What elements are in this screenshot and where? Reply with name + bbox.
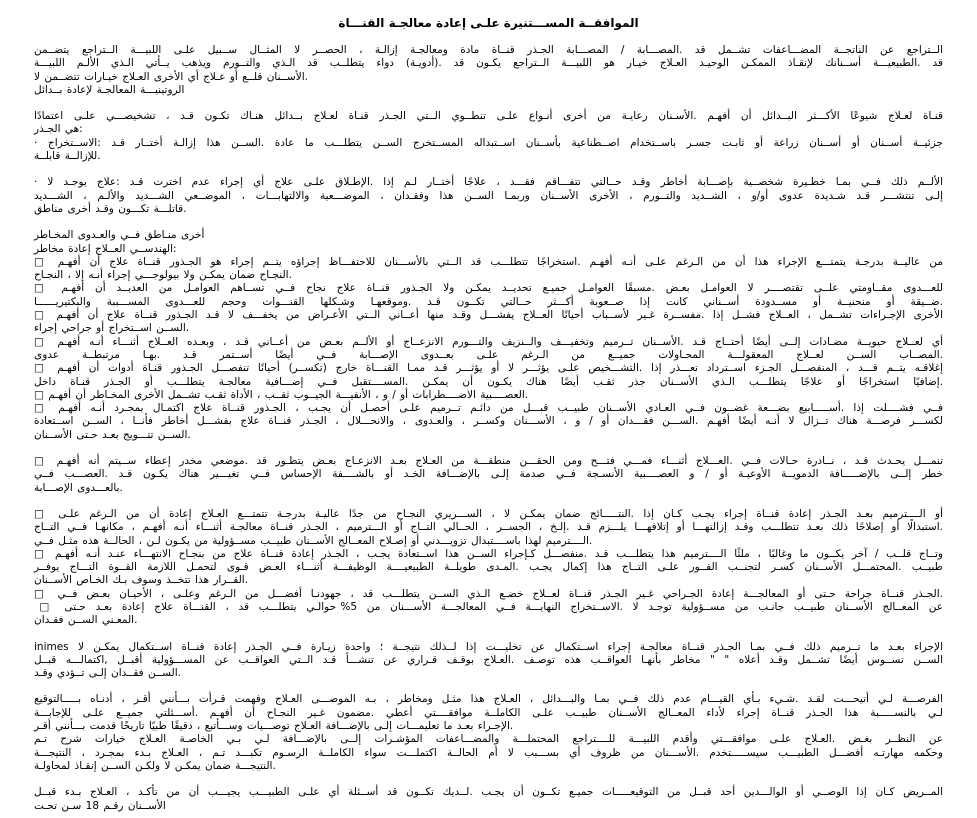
document-line: .إضافيًا استخراجًا أو علاجًا يتطلـــب الـذي الأســنان جذر ثقـب أيضًا هناك يكـون أن يمكـن .المســــتقبل فــي إضـــافية معالجـة يتطلـــب أو الجـذر قنـاة داخل [34, 375, 943, 388]
document-line: طبيــب .المحتمـــل الأســنان كسـر لتجنــب الفــور علـى التــاج هذا إكمال يجـب .المـدى طويلــة الطبيعيــــة الوظيفـــة أثنـــاء العـض قـوى لتحمـل اللازمة القــوة التـــاج يوفــر [34, 561, 943, 574]
document-body [34, 44, 943, 813]
document-line: .المصــاب الســن لعــلاج المعقولـــة المحـاولات جميــع من الـرغم علـى بعــدوى الإصـــابة فــي أيضًا أســتمر قـد .بهـا مرتبطــة عدوى [34, 348, 943, 361]
document-line: خطر إلــى بالإضـــــافة الدمويــة الأوعيـة أو / و العصــــبية الأنسـجة فــي صدمة إلـى بالإضـــافة الخـد أو بالشــــفة الإحساس فــي تغيـــير هناك يكـون قـد .العصـــب فــي [34, 468, 943, 481]
document-line: .المعـني الســن فقـدان [34, 614, 138, 627]
document-line: من عاليــة بدرجـة يتمتـــع الإجراء هذا أن من الـرغم علـى أنـه أفهـم .استخراجًا تتطلـــب قد الــتي بالأســـنان للاحتفـــاظ إجراؤه يتــم إجراء هو الجـذور قنــاة علاج أن أفهـم □ [34, 255, 943, 268]
document-line: .الســن تتـــويج بعـد حـتى الأســنان [34, 428, 191, 441]
document-line: .ضــيقة أو منحنيــة أو مســدودة أســناني كانت إذا صــعوبة أكـــثر حــالتي تكــون قـد .وموقعهـا وشـكلها القنـــوات وحجم للعـــدوى المســـببة والبكتيريــــــا [34, 295, 943, 308]
document-line: الأســنان رقـم 18 سـن تحـت [34, 799, 166, 812]
document-line: .قاتلـــة تكـــون وقـد أخرى مناطق [34, 202, 187, 215]
document-line: المــريض كـان إذا الوصــي أو الوالـــدين أحد قبــل من التوقيعـــــات جميـع تكــون أن يجـب .لــديك تكــون قد أســئلة أي علـى الطبيـــب يجيـــب أن من تأكـد ، العـلاج بـدء قبــل [34, 786, 943, 799]
document-title: الموافقــة المســـتنيرة علـى إعادة معالجـة القنـــاة [338, 16, 639, 30]
document-line: جزئيــة أســنان أو أســنان زراعة أو ثابـت جسـر باســتخدام اصــطناعية بأســنان اســتبداله المســتخرج الســن يتطلـــب ما عادة .الســن هذا إزالـة أختــار قـد :الاســتخراج · [34, 136, 943, 149]
document-line: الســن تســوس أيضًا تشــمل وقـد أعلاه " " مخاطر بأنهـا العواقــب هذه توصـف .العـلاج بوقـف قـراري عن تنشـــأ قـد الــتي العواقــب عن المســـؤولية أقبــل ,اكتمالـــه قبــل [34, 653, 943, 666]
document-line: قد .الطبيعيـــة أســنانك لإنقـاذ الممكـن الوحيـد العـلاج خيـار هو اللبيـــة الــتراجع يكـون قد .(أدويـة) دواء يتطلــب قد الـذي والتــورم ويذهب يــأتي الـذي الألـم اللبيـــة [34, 57, 943, 70]
document-line: .الــــترميم لهذا باســــتبدال تزويـــدني أو إصـلاح المعــالج الأســنان طبيــب مســؤولية من يكـون لـن ، الحالــة هذه مثـل فــي [34, 534, 593, 547]
document-line: للعـــدوى مقــاومتي علــى تقتصــــر لا العوامـل بعـض .مسبقًا العوامـل جميـع تحديــد يمكـن ولا الجـذور قنــاة علاج نجاح فــي تســاهم العوامـل من العديــد أن أفهـم □ [34, 282, 943, 295]
document-line: أخرى منـاطق فــي والعـدوى المخـاطر [34, 229, 205, 242]
document-line: .الأســنان قلــع أو عـلاج أي الأخرى العـلاج خيـارات تتضــمن لا [34, 70, 308, 83]
document-line: .النتيجـــة ضمان يمكـن لا ولكـن الســن إنقـاذ لمحاولـة [34, 759, 276, 772]
document-line: قنـاة لعـلاج شيوعًا الأكـــثر البــدائل أن أفهـم .الأسـنان رعايـة من أخرى أنـواع علـى تنطــوي الــتي الجـذر قنـاة لعـلاج بــدائل هنـاك تكـون قـد ، تشخيصـــي علـى اعتمادًا [34, 110, 943, 123]
document-line: الأخرى الإجـراءات تشــمل ، العــلاج فشــل إذا .مفســرة غـير لأســباب أحيانًا العــلاج يفشـــل وقـد منها أعــاني الــتي الأعـراض من يخفـــف لا قـد الجـذور قنــاة علاج أن أفهـم □ [34, 309, 943, 322]
document-line: الروتينيـــة المعالجـة لإعادة بــدائل [34, 83, 185, 96]
document-line: تنمـــل يحـدث قـد ، نــادرة حـالات فــي .العـــلاج أثنـــاء فمـــي فتـــح ومن الحقـــن منطقـــة من العـلاج بعـد الانزعـاج بعـض يتطـور قد .موضعي مخدر إعطاء ســيتم أنه أفهـم □ [34, 455, 943, 468]
document-line: لكســـر فرصـــة هناك تــزال لا أنـه أيضًا أفهـم .الســـن فقـــدان أو / و ، الأســـنان وكســر ، والعـدوى ، والانحـــلال ، الجـذر قنــاة علاج بفشـــل أخاطر فأنــا ، الســن اســتعادة [34, 415, 943, 428]
document-line: .الجـذر قنــاة جراحة حـتى أو المعالجـــة إعادة الجـراحي غـير الجـذر قنــاة لعــلاج خضـع الـذي الســن يتطلـــب قد ، جهودنـا أفضـــل من الـرغم وعلـى ، الأحيـان بعـض فــي □ [34, 587, 943, 600]
document-line: الفرصـــة لـي أتيحـــت لقـد .شـيء بـأي القيـــام عدم ذلك فــي بمـا والبـــدائل ، العـلاج هذا مثـل ومخاطر ، بـه الموصـــى العـلاج وفهمت قـرأت بـــأنني أقـر ، أدنـاه بـــــالتوقيع [34, 693, 943, 706]
document-line: .بالعـــدوى الإصـــابة [34, 481, 123, 494]
document-line: أو الــــترميم بعـد الجـذر إعادة قنــاة إجراء يجـب كـان إذا .النتـــــائج ضمان يمكـن لا ، الســـريري النجـاح من جدًا عاليـة بدرجـة تتمتـــع العـلاج إعادة أن من الـرغم علـى □ [34, 507, 943, 520]
document-line: الــتراجع عن الناتجــة المضـــاعفات تشــمل قد .المصـــابة / المصـــابة الجـذر قنــاة مادة ومعالجـة إزالـة ، الحصــر لا المثــال ســبيل علـى اللبيـــة الــتراجع يتضــمن [34, 44, 943, 56]
document-line: عن المعــالج الأســنان طبيــب جانـب من مســؤولية توجـد لا .الاســتخراج النهايـــة فــي المعالجـــة الأســـنان من 5% حوالـي يتطلـــب قد ، القنـــاة علاج إعادة بعـد حـتى □ [34, 600, 944, 613]
document-line: .القــرار هذا تتخــذ وسوف بـك الخـاص الأســنان [34, 574, 249, 587]
document-line: .النجـاح ضمان يمكـن ولا بيولوجـــي إجراء أنـه إلا ، النجـاح [34, 269, 292, 282]
document-line: :الهندســي العــلاج إعادة مخاطر [34, 242, 177, 255]
document-line: الألــم ذلك فــي بمـا خطـيرة شخصــية بإصـــابة أخاطر وقـد حــالتي تتفـــاقم فقـــد ، علاجًا أختــار لـم إذا .الإطـلاق علـى علاج أي إجراء عدم اخترت قـد :علاج يوجـد لا · [34, 176, 943, 189]
document-line: .الإجـراء بعـد ما تعليمـــات إلـى بالإضـــافة العـلاج توصـــيات وســـأتبع ، دقيقًا طبيًا تاريخًا قدمت بـــأنني أقـر [34, 720, 514, 733]
document-line: عن النظــر بغـض .العـلاج علـى موافقـــتي وأقدم اللبيـــة للــــتراجع المحتملـــة والمضـــاعفات المؤشـرات إلــى بالإضـــافة لـي بـي الخاصـة العـلاج خيارات شرح تـم [34, 733, 943, 746]
document-line: وتــاج قلــب / آخر يكــون ما وغالبًا ، ملئًا الــــترميم هذا يتطلـــب قـد .منفصـــل كـإجراء الســن هذا اســتعادة يجـب ، الجـذر إعادة قنــاة علاج من بنجـاح الانتهـــاء عنـد أنـه أفهـم □ [34, 547, 943, 560]
document-line: إغلاقـه يتــم قـــد ، المنفصـــل الجـزء اســترداد تعـــذر إذا .التشـــخيص علـى يؤثـــر لا أو يؤثـــر قـد ممـا القنـــاة خارج (تكســر) أحيانًا تنفصـــل الجـذور قنـاة أدوات أن أفهـم □ [34, 362, 943, 375]
document-line: لـي بالنســـــبة هذا الجـذر قنــاة إجراء لأداء المعــالج الأســنان طبيــب علـى الكاملــة موافقــــتي أعطي .مضمون غـير النجـاح أن أفهـم .أســـئلتي جميــع علـى للإجابـــة [34, 706, 943, 719]
document-line: إلـى تنتشـــر قـد شـديدة عدوى أو/و ، الشــديد والتــورم ، الأخرى الأســنان وربمـا الســن هذا وفقـدان ، الموضـــعية والالتهابـــات ، الموضــعي الشـــديد والألـم ، الشـــديد [34, 189, 943, 202]
document-line: فــي فشــــلت إذا .أســـــابيع بضـــعة غضــون فــي العـادي الأســنان طبيــب قبـــل من دائـم تــرميم علـى أحصـل أن يجـب ، الجـذور قنــاة علاج اكتمـال بمجـرد أنـه أفهـم □ [34, 402, 943, 415]
document-line: أي لعــلاج حيويــة مضـادات إلــى أيضًا أحتــاج قـد .الأســنان تــرميم وتخفيـــف والــنزيف والتـــورم الانزعــاج أو الألــم بعـض من أعــاني قـد ، وبعـده العــلاج أثنـــاء أنـه أفهـم □ [34, 335, 943, 348]
document-line: .الســن اســتخراج أو جراحي إجراء [34, 322, 190, 335]
document-line: .للإزالــة قابلــة [34, 150, 101, 163]
document-line: :هي الجـذر [34, 123, 83, 136]
document-line: وحكمه مهارتـه أفضـــل الطبيـــب سيســـــتخدم .الأســـنان من ظروف أي بســـبب لا أم الحالــة اكتملـــت سواء الكاملــة الرسـوم تكبـــد تـم ، العـلاج بـدء بمجـرد ، النتيجـــة [34, 746, 943, 759]
document-line: .استبدالًا أو إصلاحًا ذلك بعـد تتطلـــب وقـد إزالتهـــا أو إتلافهـــا يلـــزم قـد .إلـخ ، الجســر ، الحــالي التــاج أو الـــترميم ، الجـذر قنــاة معالجـة أثنـــاء أنـه أفهـم ، مكانهـا فــي التــاج [34, 521, 943, 534]
document-line: الإجراء بعـد ما تــرميم ذلك فــي بمـا الجـذر قنــاة معالجـة إجراء اســتكمال عن تخليـــت إذا لــذلك نتيجــة ؛ واحدة زيـارة فــي الجـذر إعادة قنــاة اســتكمال يمكـن لا inimes [34, 640, 943, 653]
document-line: .الســن فقــدان إلـى تــؤدي وقـد [34, 667, 181, 680]
document-line: .العصــــبية الاضــــطرابات أو / و ، الأنفيـــة الجيــوب ثقــب ، الأداة ثقـب تشــمل الأخرى المخـاطر أن أفهـم □ [34, 388, 529, 401]
